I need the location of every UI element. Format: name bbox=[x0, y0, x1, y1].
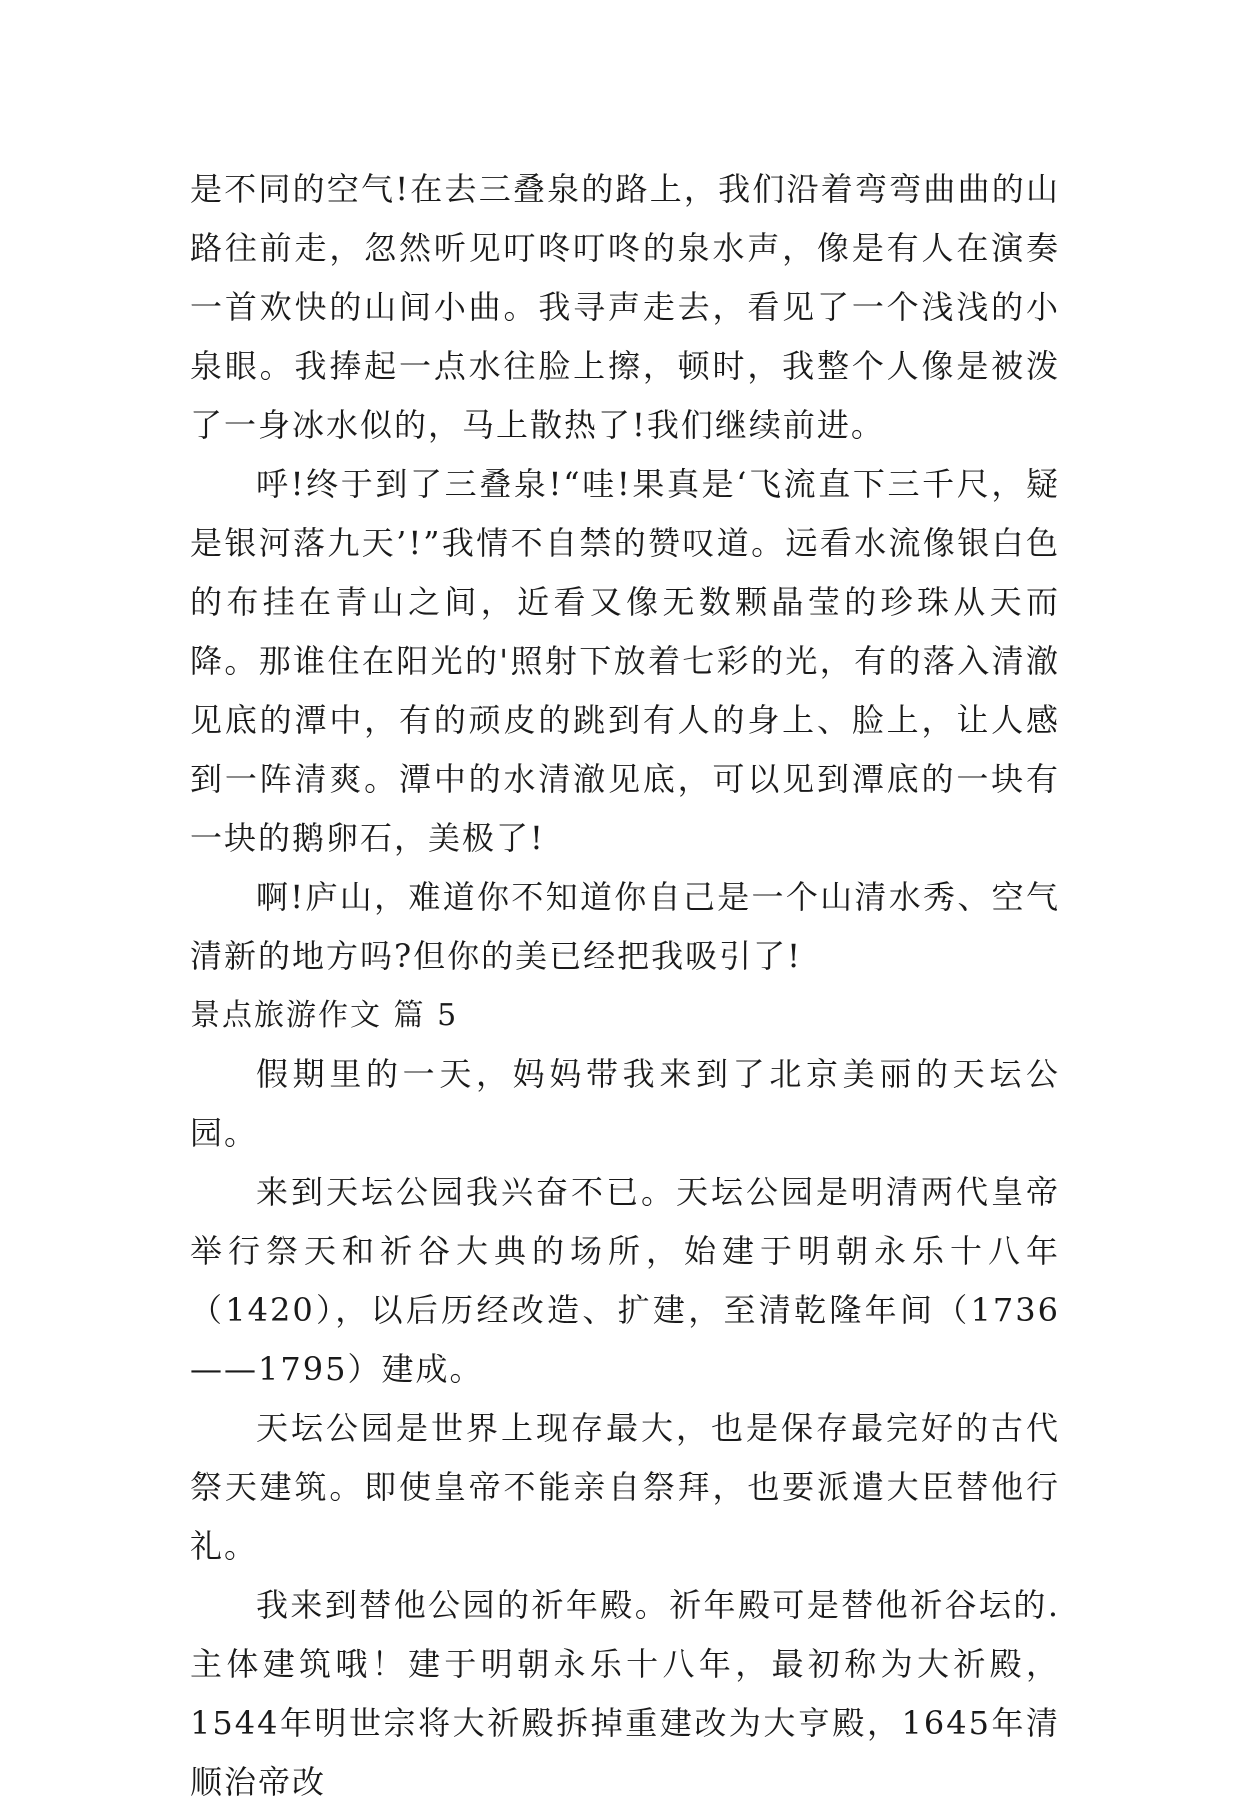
paragraph-sanDieQuan-waterfall: 呼!终于到了三叠泉!“哇!果真是‘飞流直下三千尺，疑是银河落九天’!”我情不自禁的赞叹道。远看水流像银白色的布挂在青山之间，近看又像无数颗晶莹的珍珠从天而降。那谁住在阳光的'照射下放着七彩的光，有的落入清澈见底的潭中，有的顽皮的跳到有人的身上、脸上，让人感到一阵清爽。潭中的水清澈见底，可以见到潭底的一块有一块的鹅卵石，美极了! bbox=[190, 465, 1060, 857]
paragraph-tiantan-intro: 假期里的一天，妈妈带我来到了北京美丽的天坛公园。 bbox=[190, 1055, 1060, 1152]
paragraph-tiantan-history: 来到天坛公园我兴奋不已。天坛公园是明清两代皇帝举行祭天和祈谷大典的场所，始建于明朝永乐十八年（1420），以后历经改造、扩建，至清乾隆年间（1736——1795）建成。 bbox=[190, 1173, 1060, 1388]
paragraph-qiniandian: 我来到替他公园的祈年殿。祈年殿可是替他祈谷坛的.主体建筑哦！建于明朝永乐十八年，最初称为大祈殿，1544年明世宗将大祈殿拆掉重建改为大亨殿，1645年清顺治帝改 bbox=[190, 1586, 1060, 1801]
document-body bbox=[190, 160, 1060, 1812]
paragraph-sanDieQuan-path: 是不同的空气!在去三叠泉的路上，我们沿着弯弯曲曲的山路往前走，忽然听见叮咚叮咚的泉水声，像是有人在演奏一首欢快的山间小曲。我寻声走去，看见了一个浅浅的小泉眼。我捧起一点水往脸上擦，顿时，我整个人像是被泼了一身冰水似的，马上散热了!我们继续前进。 bbox=[190, 170, 1060, 444]
paragraph-tiantan-largest: 天坛公园是世界上现存最大，也是保存最完好的古代祭天建筑。即使皇帝不能亲自祭拜，也要派遣大臣替他行礼。 bbox=[190, 1409, 1060, 1565]
paragraph-lushan-closing: 啊!庐山，难道你不知道你自己是一个山清水秀、空气清新的地方吗?但你的美已经把我吸引了! bbox=[190, 878, 1060, 975]
section-heading: 景点旅游作文 篇 5 bbox=[190, 998, 459, 1033]
